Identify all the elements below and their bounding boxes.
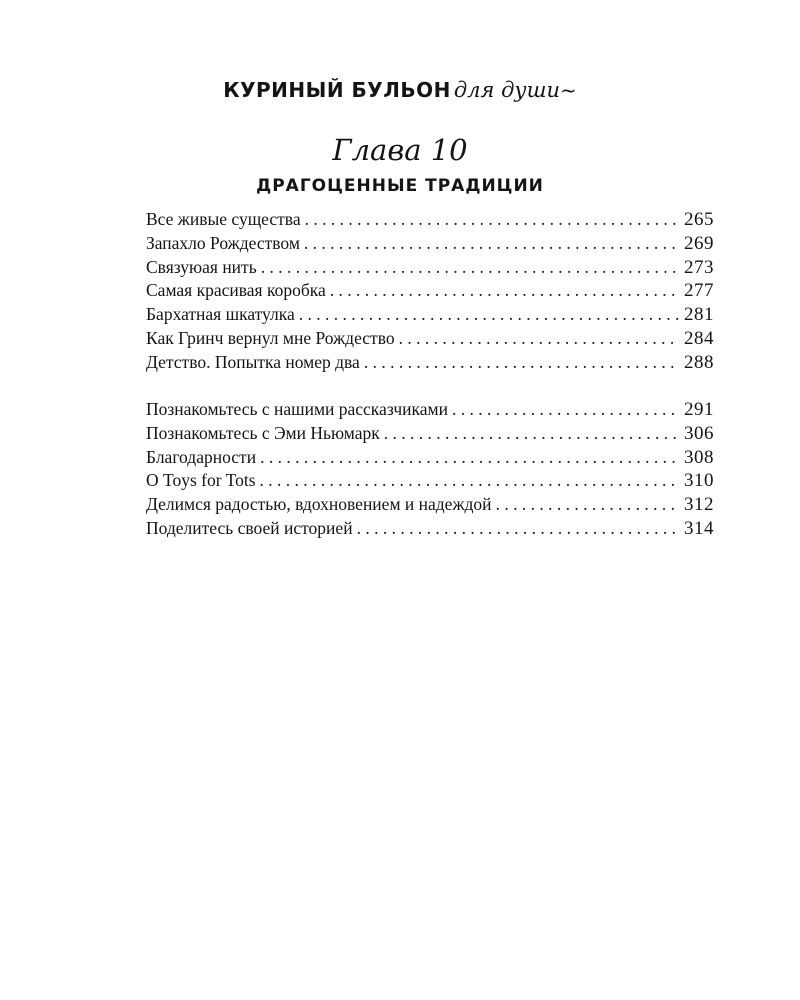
chapter-title: Глава 10 — [332, 133, 468, 167]
series-title-script: для души — [453, 78, 560, 102]
toc-dot-leader — [295, 303, 680, 327]
toc-dot-leader — [353, 517, 680, 541]
toc-entry-page: 273 — [684, 256, 714, 278]
toc-entry-page: 277 — [684, 280, 714, 302]
toc-entry-title: Связуюая нить — [146, 256, 257, 277]
toc-entry-title: Познакомьтесь с нашими рассказчиками — [146, 399, 448, 419]
toc-entry[interactable] — [146, 517, 714, 541]
series-title-swash: ~ — [560, 78, 577, 102]
toc-entry-page: 265 — [684, 209, 714, 230]
toc-dot-leader — [448, 398, 680, 422]
toc-entry[interactable] — [146, 422, 714, 446]
toc-entry-title: О Toys for Tots — [146, 470, 256, 491]
toc-entry[interactable] — [146, 232, 714, 256]
toc-entry-page: 312 — [684, 494, 714, 516]
toc-entry-title: Поделитесь своей историей — [146, 517, 353, 538]
toc-chapter-entries — [146, 208, 714, 375]
toc-dot-leader — [256, 469, 680, 493]
toc-entry[interactable] — [146, 351, 714, 375]
toc-entry-title: Бархатная шкатулка — [146, 304, 295, 325]
toc-entry[interactable] — [146, 208, 714, 232]
toc-entry[interactable] — [146, 493, 714, 517]
toc-entry-page: 291 — [684, 399, 714, 420]
toc-entry-title: Познакомьтесь с Эми Ньюмарк — [146, 422, 380, 443]
toc-entry-page: 310 — [684, 470, 714, 492]
toc-entry[interactable] — [146, 469, 714, 493]
toc-dot-leader — [380, 422, 680, 446]
toc-dot-leader — [300, 232, 680, 256]
toc-dot-leader — [492, 493, 680, 517]
toc-entry[interactable] — [146, 279, 714, 303]
toc-entry-page: 314 — [684, 517, 714, 539]
toc-dot-leader — [301, 208, 680, 232]
toc-entry-page: 306 — [684, 422, 714, 444]
toc-entry-title: Самая красивая коробка — [146, 280, 326, 301]
toc-entry[interactable] — [146, 446, 714, 470]
toc-entry-page: 308 — [684, 446, 714, 468]
toc-entry-page: 284 — [684, 327, 714, 349]
toc-dot-leader — [395, 327, 680, 351]
series-title: КУРИНЫЙ БУЛЬОН — [223, 78, 451, 102]
toc-entry-title: Все живые существа — [146, 209, 301, 229]
toc-entry-page: 288 — [684, 351, 714, 373]
toc-dot-leader — [326, 279, 680, 303]
toc-entry[interactable] — [146, 303, 714, 327]
toc-entry-title: Как Гринч вернул мне Рождество — [146, 327, 395, 348]
toc-entry[interactable] — [146, 256, 714, 280]
running-header — [0, 78, 800, 102]
toc-dot-leader — [256, 446, 680, 470]
toc-back-matter — [146, 398, 714, 541]
toc-entry-page: 281 — [684, 304, 714, 326]
toc-entry[interactable] — [146, 327, 714, 351]
toc-dot-leader — [360, 351, 680, 375]
toc-entry-page: 269 — [684, 232, 714, 254]
toc-entry[interactable] — [146, 398, 714, 422]
toc-entry-title: Запахло Рождеством — [146, 232, 300, 253]
toc-entry-title: Делимся радостью, вдохновением и надеждой — [146, 494, 492, 515]
toc-entry-title: Благодарности — [146, 446, 257, 467]
toc-entry-title: Детство. Попытка номер два — [146, 351, 360, 372]
chapter-subtitle: ДРАГОЦЕННЫЕ ТРАДИЦИИ — [256, 176, 544, 196]
toc-dot-leader — [257, 256, 680, 280]
